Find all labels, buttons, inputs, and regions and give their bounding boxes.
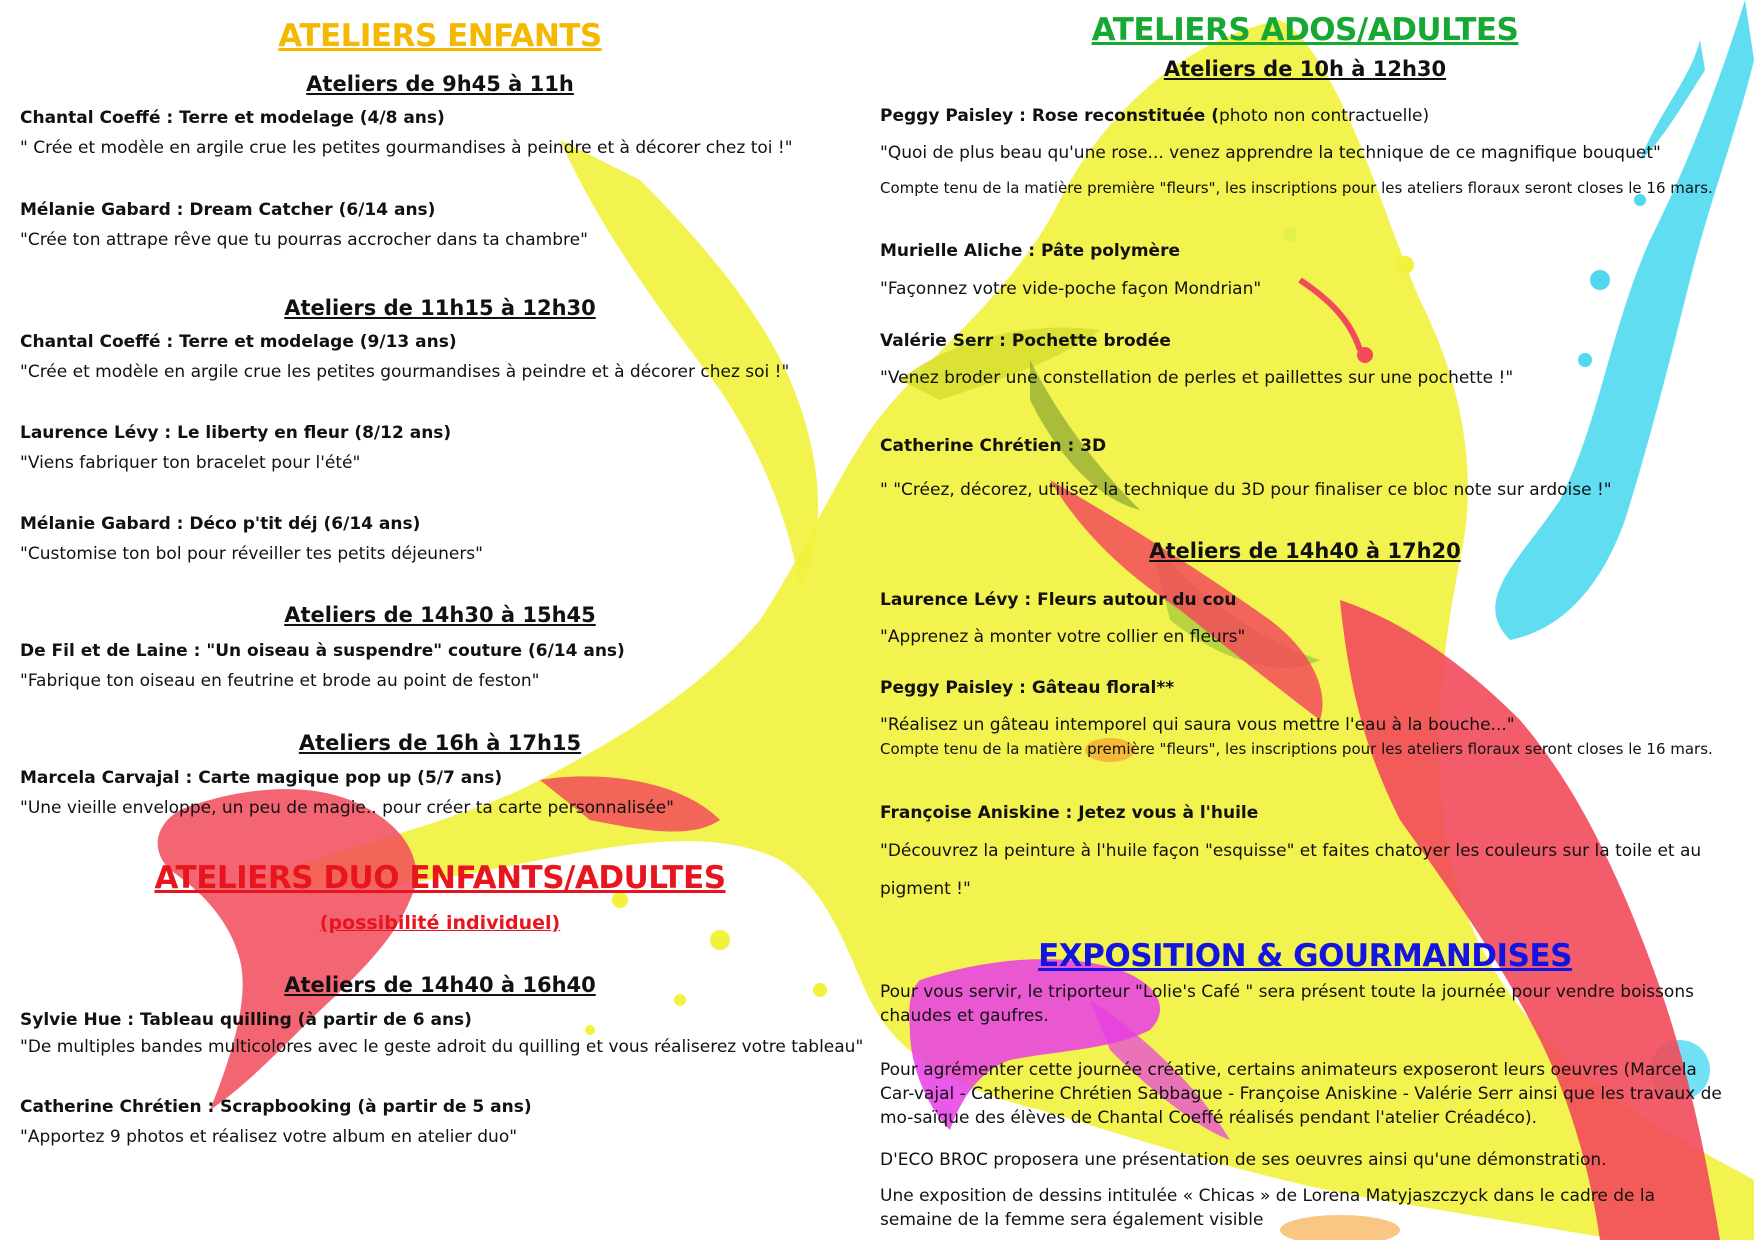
atelier-title: Françoise Aniskine : Jetez vous à l'huile (880, 803, 1259, 823)
expo-paragraph: Pour vous servir, le triporteur "Lolie's Café " sera présent toute la journée pour vendre boissons chaudes et gaufres. (880, 982, 1694, 1026)
atelier-description: "Façonnez votre vide-poche façon Mondrian" (880, 279, 1262, 299)
atelier-title: Sylvie Hue : Tableau quilling (à partir de 6 ans) (20, 1010, 472, 1030)
duo-subtitle: (possibilité individuel) (319, 912, 561, 934)
atelier-title-bold: Peggy Paisley : Rose reconstituée ( (880, 106, 1219, 126)
atelier-description: "Crée ton attrape rêve que tu pourras accrocher dans ta chambre" (20, 230, 588, 250)
atelier-description: "Venez broder une constellation de perles et paillettes sur une pochette !" (880, 368, 1514, 388)
atelier-title: Valérie Serr : Pochette brodée (880, 331, 1171, 351)
ateliers-enfants-title: ATELIERS ENFANTS (278, 18, 602, 54)
atelier-title: Chantal Coeffé : Terre et modelage (9/13 ans) (20, 332, 457, 352)
atelier-title: Marcela Carvajal : Carte magique pop up (5/7 ans) (20, 768, 503, 788)
session-time-heading: Ateliers de 10h à 12h30 (1163, 57, 1447, 81)
atelier-description: pigment !" (880, 879, 971, 899)
atelier-title: Murielle Aliche : Pâte polymère (880, 241, 1180, 261)
atelier-description: "Customise ton bol pour réveiller tes petits déjeuners" (20, 544, 483, 564)
atelier-title: Laurence Lévy : Fleurs autour du cou (880, 590, 1237, 610)
expo-paragraph: Une exposition de dessins intitulée « Chicas » de Lorena Matyjaszczyck dans le cadre de la semaine de la femme sera également visible (880, 1186, 1656, 1230)
atelier-description: " "Créez, décorez, utilisez la technique du 3D pour finaliser ce bloc note sur ardoise !" (880, 480, 1612, 500)
atelier-description: "Fabrique ton oiseau en feutrine et brode au point de feston" (20, 671, 540, 691)
atelier-description: " Crée et modèle en argile crue les petites gourmandises à peindre et à décorer chez toi !" (20, 138, 793, 158)
exposition-title: EXPOSITION & GOURMANDISES (1038, 938, 1572, 974)
atelier-description: "Apportez 9 photos et réalisez votre album en atelier duo" (20, 1127, 518, 1147)
atelier-title: Mélanie Gabard : Déco p'tit déj (6/14 ans) (20, 514, 421, 534)
atelier-title: Catherine Chrétien : 3D (880, 436, 1107, 456)
atelier-title: Mélanie Gabard : Dream Catcher (6/14 ans) (20, 200, 436, 220)
session-time-heading: Ateliers de 14h30 à 15h45 (284, 603, 596, 627)
expo-paragraph: D'ECO BROC proposera une présentation de ses oeuvres ainsi qu'une démonstration. (880, 1150, 1607, 1170)
session-time-heading: Ateliers de 9h45 à 11h (306, 72, 574, 96)
atelier-title: Catherine Chrétien : Scrapbooking (à partir de 5 ans) (20, 1097, 532, 1117)
atelier-description: "Découvrez la peinture à l'huile façon "esquisse" et faites chatoyer les couleurs sur la toile et au (880, 841, 1702, 861)
expo-paragraph: Pour agrémenter cette journée créative, certains animateurs exposeront leurs oeuvres (Marcela Car-vajal - Catherine Chrétien Sabbague - Françoise Aniskine - Valérie Serr ainsi que les travaux de mo-saïque des élèves de Chantal Coeffé réalisés pendant l'atelier Créadéco). (880, 1060, 1722, 1128)
atelier-description: "Crée et modèle en argile crue les petites gourmandises à peindre et à décorer chez soi !" (20, 362, 790, 382)
inscription-note: Compte tenu de la matière première "fleurs", les inscriptions pour les ateliers floraux seront closes le 16 mars. (880, 740, 1713, 758)
atelier-title: Laurence Lévy : Le liberty en fleur (8/12 ans) (20, 423, 452, 443)
atelier-title-note: photo non contractuelle) (1218, 106, 1430, 126)
atelier-title: De Fil et de Laine : "Un oiseau à suspendre" couture (6/14 ans) (20, 641, 625, 661)
atelier-title: Chantal Coeffé : Terre et modelage (4/8 ans) (20, 108, 445, 128)
session-time-heading: Ateliers de 16h à 17h15 (298, 731, 582, 755)
atelier-description: "Réalisez un gâteau intemporel qui saura vous mettre l'eau à la bouche..." (880, 715, 1515, 735)
atelier-title (880, 106, 1429, 126)
atelier-description: "De multiples bandes multicolores avec le geste adroit du quilling et vous réaliserez votre tableau" (20, 1037, 864, 1057)
atelier-title: Peggy Paisley : Gâteau floral** (880, 678, 1175, 698)
ateliers-duo-title: ATELIERS DUO ENFANTS/ADULTES (154, 860, 726, 896)
inscription-note: Compte tenu de la matière première "fleurs", les inscriptions pour les ateliers floraux seront closes le 16 mars. (880, 179, 1713, 197)
session-time-heading: Ateliers de 14h40 à 16h40 (284, 973, 596, 997)
ateliers-ados-title: ATELIERS ADOS/ADULTES (1091, 12, 1519, 48)
atelier-description: "Une vieille enveloppe, un peu de magie.. pour créer ta carte personnalisée" (20, 798, 675, 818)
atelier-description: "Quoi de plus beau qu'une rose... venez apprendre la technique de ce magnifique bouquet" (880, 143, 1661, 163)
atelier-description: "Apprenez à monter votre collier en fleurs" (880, 627, 1246, 647)
session-time-heading: Ateliers de 11h15 à 12h30 (284, 296, 596, 320)
atelier-description: "Viens fabriquer ton bracelet pour l'été" (20, 453, 361, 473)
session-time-heading: Ateliers de 14h40 à 17h20 (1149, 539, 1461, 563)
